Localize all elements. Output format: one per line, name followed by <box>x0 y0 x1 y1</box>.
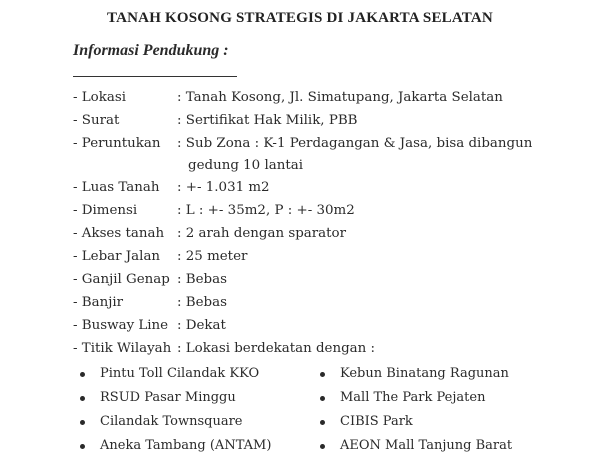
bullet-icon <box>80 396 85 401</box>
detail-value: : 2 arah dengan sparator <box>177 226 347 241</box>
list-item-label: Kebun Binatang Ragunan <box>340 366 509 381</box>
detail-value: : +- 1.031 m2 <box>177 180 270 195</box>
detail-label: - Banjir <box>73 295 124 310</box>
list-item <box>80 365 271 389</box>
list-item-label: Pintu Toll Cilandak KKO <box>100 366 260 381</box>
page-title: TANAH KOSONG STRATEGIS DI JAKARTA SELATAN <box>107 10 493 26</box>
list-item-label: Cilandak Townsquare <box>100 414 243 429</box>
list-item-label: Aneka Tambang (ANTAM) <box>100 438 272 453</box>
detail-value: : L : +- 35m2, P : +- 30m2 <box>177 203 355 218</box>
detail-label: - Lebar Jalan <box>73 249 161 264</box>
bullet-icon <box>320 372 325 377</box>
list-item <box>320 365 512 389</box>
detail-value: : Sub Zona : K-1 Perdagangan & Jasa, bisa dibangun <box>177 136 533 151</box>
bullet-icon <box>320 396 325 401</box>
bullet-icon <box>80 420 85 425</box>
heading-underline <box>73 76 237 77</box>
detail-label: - Ganjil Genap <box>73 272 170 287</box>
detail-value: : Tanah Kosong, Jl. Simatupang, Jakarta Selatan <box>177 90 503 105</box>
detail-row-peruntukan <box>73 135 593 179</box>
bullet-icon <box>80 372 85 377</box>
detail-value-continuation: gedung 10 lantai <box>188 158 303 173</box>
nearby-list-left <box>80 365 271 461</box>
bullet-icon <box>320 420 325 425</box>
detail-label: - Dimensi <box>73 203 138 218</box>
detail-row-luas-tanah <box>73 179 593 202</box>
detail-row-titik-wilayah <box>73 340 593 363</box>
list-item <box>320 413 512 437</box>
detail-value: : Sertifikat Hak Milik, PBB <box>177 113 358 128</box>
list-item <box>80 437 271 461</box>
detail-row-lebar-jalan <box>73 248 593 271</box>
detail-value: : Bebas <box>177 272 227 287</box>
detail-value: : Bebas <box>177 295 227 310</box>
detail-row-surat <box>73 112 593 135</box>
list-item-label: AEON Mall Tanjung Barat <box>340 438 513 453</box>
detail-row-lokasi <box>73 89 593 112</box>
detail-value: : 25 meter <box>177 249 248 264</box>
detail-label: - Akses tanah <box>73 226 165 241</box>
detail-list <box>73 89 593 363</box>
list-item <box>80 413 271 437</box>
detail-label: - Lokasi <box>73 90 126 105</box>
detail-label: - Peruntukan <box>73 136 161 151</box>
detail-value: : Lokasi berdekatan dengan : <box>177 341 376 356</box>
detail-label: - Busway Line <box>73 318 169 333</box>
bullet-icon <box>320 444 325 449</box>
detail-value-block <box>177 135 532 175</box>
list-item <box>320 389 512 413</box>
detail-value: : Dekat <box>177 318 226 333</box>
list-item-label: RSUD Pasar Minggu <box>100 390 236 405</box>
section-heading: Informasi Pendukung : <box>73 42 229 59</box>
list-item <box>320 437 512 461</box>
bullet-icon <box>80 444 85 449</box>
detail-row-akses-tanah <box>73 225 593 248</box>
detail-row-banjir <box>73 294 593 317</box>
list-item-label: Mall The Park Pejaten <box>340 390 486 405</box>
list-item-label: CIBIS Park <box>340 414 413 429</box>
detail-label: - Titik Wilayah <box>73 341 172 356</box>
detail-row-dimensi <box>73 202 593 225</box>
detail-row-busway-line <box>73 317 593 340</box>
detail-label: - Luas Tanah <box>73 180 160 195</box>
nearby-list-right <box>320 365 512 461</box>
detail-label: - Surat <box>73 113 120 128</box>
detail-row-ganjil-genap <box>73 271 593 294</box>
list-item <box>80 389 271 413</box>
